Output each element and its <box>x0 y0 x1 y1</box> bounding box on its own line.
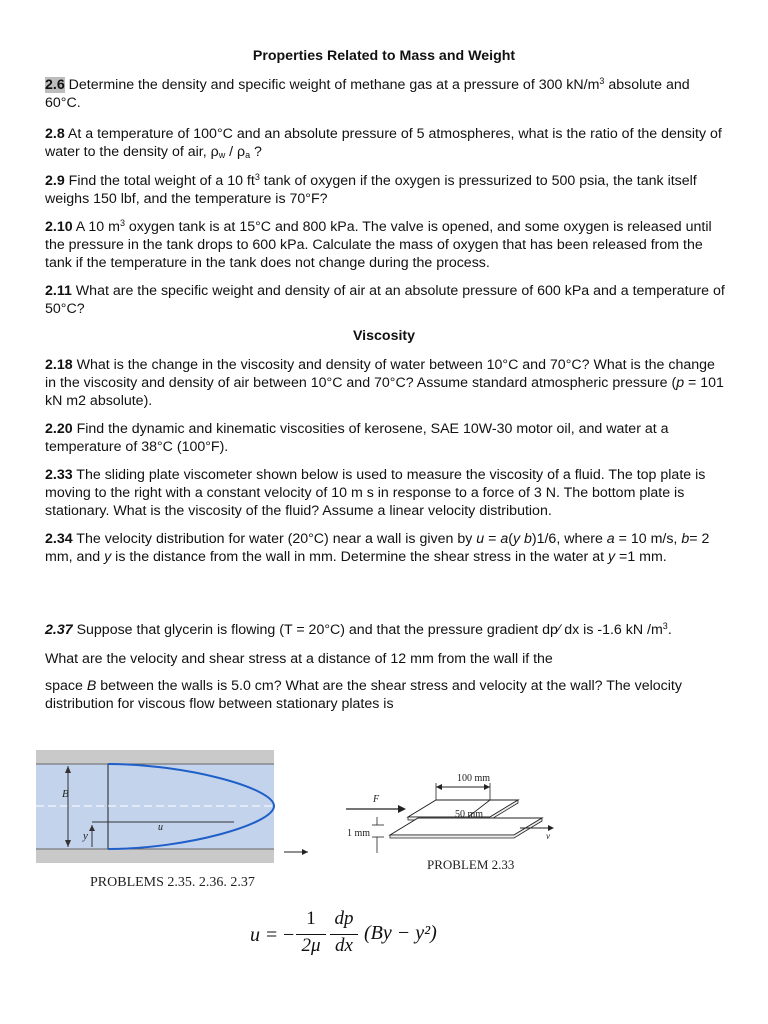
label-v: v <box>546 831 550 841</box>
label-B: B <box>62 788 69 800</box>
eq-num-1: 1 <box>306 908 316 929</box>
problem-number: 2.18 <box>45 357 73 373</box>
problem-2-8: 2.8 At a temperature of 100°C and an absolute pressure of 5 atmospheres, what is the ratio of the density of water to the density of air, $\rho_w / \rho_a$ ? <box>45 126 722 160</box>
label-y: y <box>83 830 88 842</box>
problem-number: 2.11 <box>45 283 72 299</box>
eq-den-dx: dx <box>330 934 358 957</box>
problem-number: 2.6 <box>45 77 65 93</box>
label-50mm: 50 mm <box>455 809 484 820</box>
problem-number: 2.33 <box>45 467 73 483</box>
problem-number: 2.37 <box>45 622 73 638</box>
label-F: F <box>373 794 380 805</box>
velocity-equation <box>250 908 450 968</box>
problem-2-20: 2.20 Find the dynamic and kinematic viscosities of kerosene, SAE 10W-30 motor oil, and water at a temperature of 38°C (100°F). <box>45 421 669 455</box>
problem-number: 2.9 <box>45 173 65 189</box>
top-wall <box>36 750 274 764</box>
problem-number: 2.8 <box>45 126 65 142</box>
problem-2-11: 2.11 What are the specific weight and density of air at an absolute pressure of 600 kPa and a temperature of 50°C? <box>45 283 725 317</box>
section-heading-viscosity: Viscosity <box>352 328 416 344</box>
figure-flow-between-plates <box>36 750 316 865</box>
eq-minus: − <box>283 924 295 946</box>
fluid-region <box>36 764 274 849</box>
label-1mm: 1 mm <box>347 828 371 839</box>
section-heading-mass-weight: Properties Related to Mass and Weight <box>252 48 516 64</box>
caption-problems-2-35-2-37: PROBLEMS 2.35. 2.36. 2.37 <box>90 875 255 890</box>
figure-sliding-plate-viscometer <box>340 765 570 860</box>
bottom-wall <box>36 849 274 863</box>
problem-2-37: 2.37 Suppose that glycerin is flowing (T = 20°C) and that the pressure gradient dp∕ dx is -1.6 kN $/m^3$. <box>45 621 672 638</box>
problem-2-37-line2: What are the velocity and shear stress at a distance of 12 mm from the wall if the <box>45 651 553 667</box>
problem-number: 2.20 <box>45 421 73 437</box>
problem-2-10: 2.10 A 10 $m^3$ oxygen tank is at 15°C and 800 kPa. The valve is opened, and some oxygen is released until the pressure in the tank drops to 600 kPa. Calculate the mass of oxygen that has been released from the tank if the temperature in the tank does not change during the process. <box>45 218 712 271</box>
eq-num-dp: dp <box>334 908 354 929</box>
problem-2-37-line3: space B between the walls is 5.0 cm? What are the shear stress and velocity at the wall? The velocity distribution for viscous flow between stationary plates is <box>45 678 682 712</box>
problem-2-33: 2.33 The sliding plate viscometer shown below is used to measure the viscosity of a fluid. The top plate is moving to the right with a constant velocity of 10 m s in response to a force of 3 N. The bottom plate is stationary. What is the viscosity of the fluid? Assume a linear velocity distribution. <box>45 467 706 519</box>
problem-number: 2.34 <box>45 531 73 547</box>
problem-2-34: 2.34 The velocity distribution for water (20°C) near a wall is given by u = a(y b)1/6, where a = 10 m/s, b= 2 mm, and y is the distance from the wall in mm. Determine the shear stress in the water at y =1 mm. <box>45 531 710 565</box>
eq-lhs-u: u <box>250 924 260 946</box>
problem-2-18: 2.18 What is the change in the viscosity and density of water between 10°C and 70°C? What is the change in the viscosity and density of air between 10°C and 70°C? Assume standard atmospheric pressure (p = 101 kN m2 absolute). <box>45 357 724 409</box>
label-u: u <box>158 822 163 833</box>
problem-2-9: 2.9 Find the total weight of a 10 $ft^3$ tank of oxygen if the oxygen is pressurized to 500 psia, the tank itself weighs 150 lbf, and the temperature is 70°F? <box>45 172 697 207</box>
problem-number: 2.10 <box>45 219 73 235</box>
eq-den-2mu: 2μ <box>296 934 326 957</box>
caption-problem-2-33: PROBLEM 2.33 <box>427 857 515 872</box>
eq-rhs: (By − y²) <box>364 922 437 944</box>
eq-equals: = <box>266 924 278 946</box>
problem-2-6: 2.6 Determine the density and specific weight of methane gas at a pressure of 300 $kN/m^3$ absolute and 60°C. <box>45 76 690 111</box>
label-100mm: 100 mm <box>457 773 491 784</box>
